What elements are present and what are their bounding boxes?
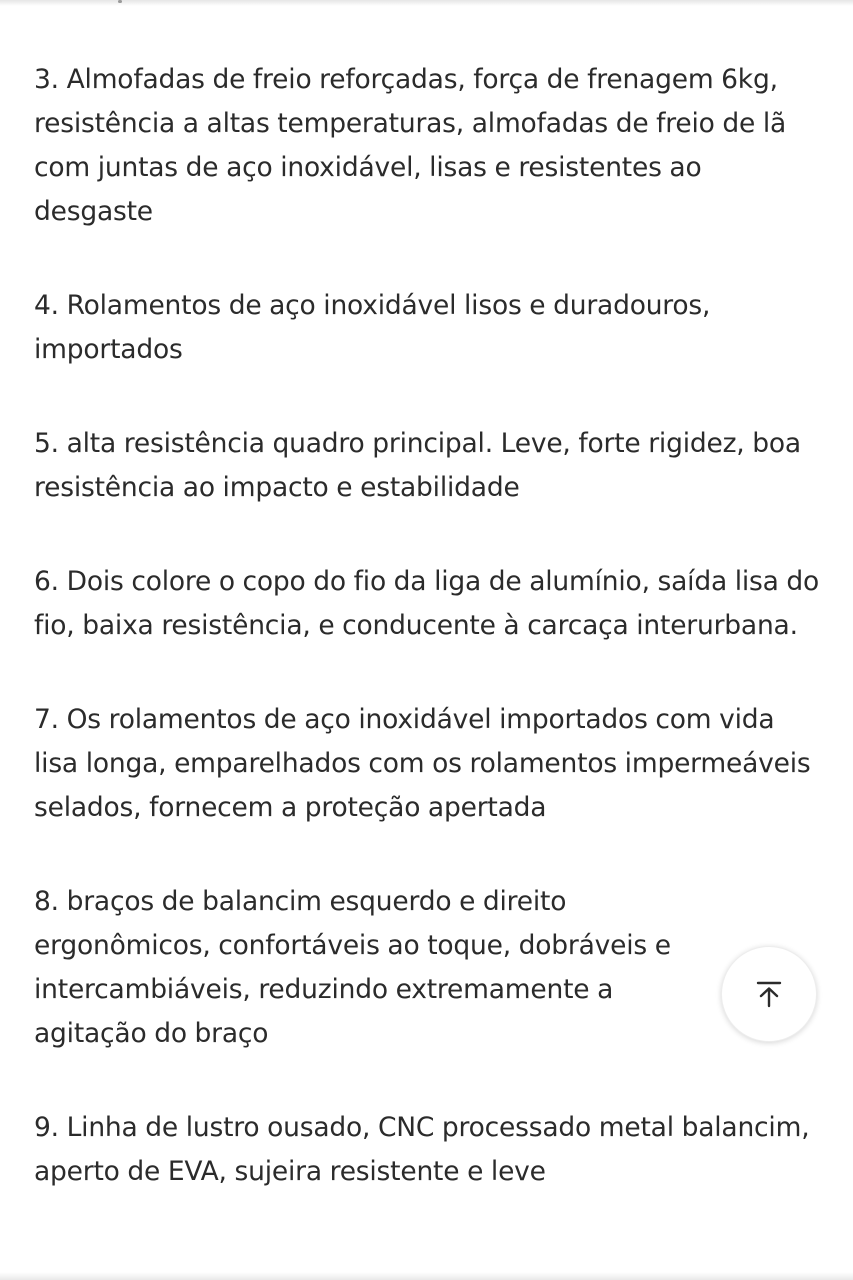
- top-divider: [0, 0, 853, 6]
- product-description: [34, 58, 824, 1194]
- feature-item-5: 5. alta resistência quadro principal. Leve, forte rigidez, boa resistência ao impacto e estabilidade: [34, 428, 801, 503]
- feature-item-9: 9. Linha de lustro ousado, CNC processado metal balancim, aperto de EVA, sujeira resistente e leve: [34, 1112, 810, 1187]
- feature-item-3: 3. Almofadas de freio reforçadas, força de frenagem 6kg, resistência a altas temperaturas, almofadas de freio de lã com juntas de aço inoxidável, lisas e resistentes ao desgaste: [34, 64, 787, 227]
- feature-item-8: 8. braços de balancim esquerdo e direito ergonômicos, confortáveis ao toque, dobráveis e intercambiáveis, reduzindo extremamente a agitação do braço: [34, 886, 671, 1049]
- feature-item-4: 4. Rolamentos de aço inoxidável lisos e duradouros, importados: [34, 290, 711, 365]
- bottom-divider: [0, 1272, 853, 1280]
- feature-item-6: 6. Dois colore o copo do fio da liga de alumínio, saída lisa do fio, baixa resistência, e conducente à carcaça interurbana.: [34, 566, 820, 641]
- feature-item-7: 7. Os rolamentos de aço inoxidável importados com vida lisa longa, emparelhados com os rolamentos impermeáveis selados, fornecem a proteção apertada: [34, 704, 811, 823]
- scroll-to-top-button[interactable]: [721, 946, 817, 1042]
- arrow-up-to-top-icon: [754, 979, 784, 1009]
